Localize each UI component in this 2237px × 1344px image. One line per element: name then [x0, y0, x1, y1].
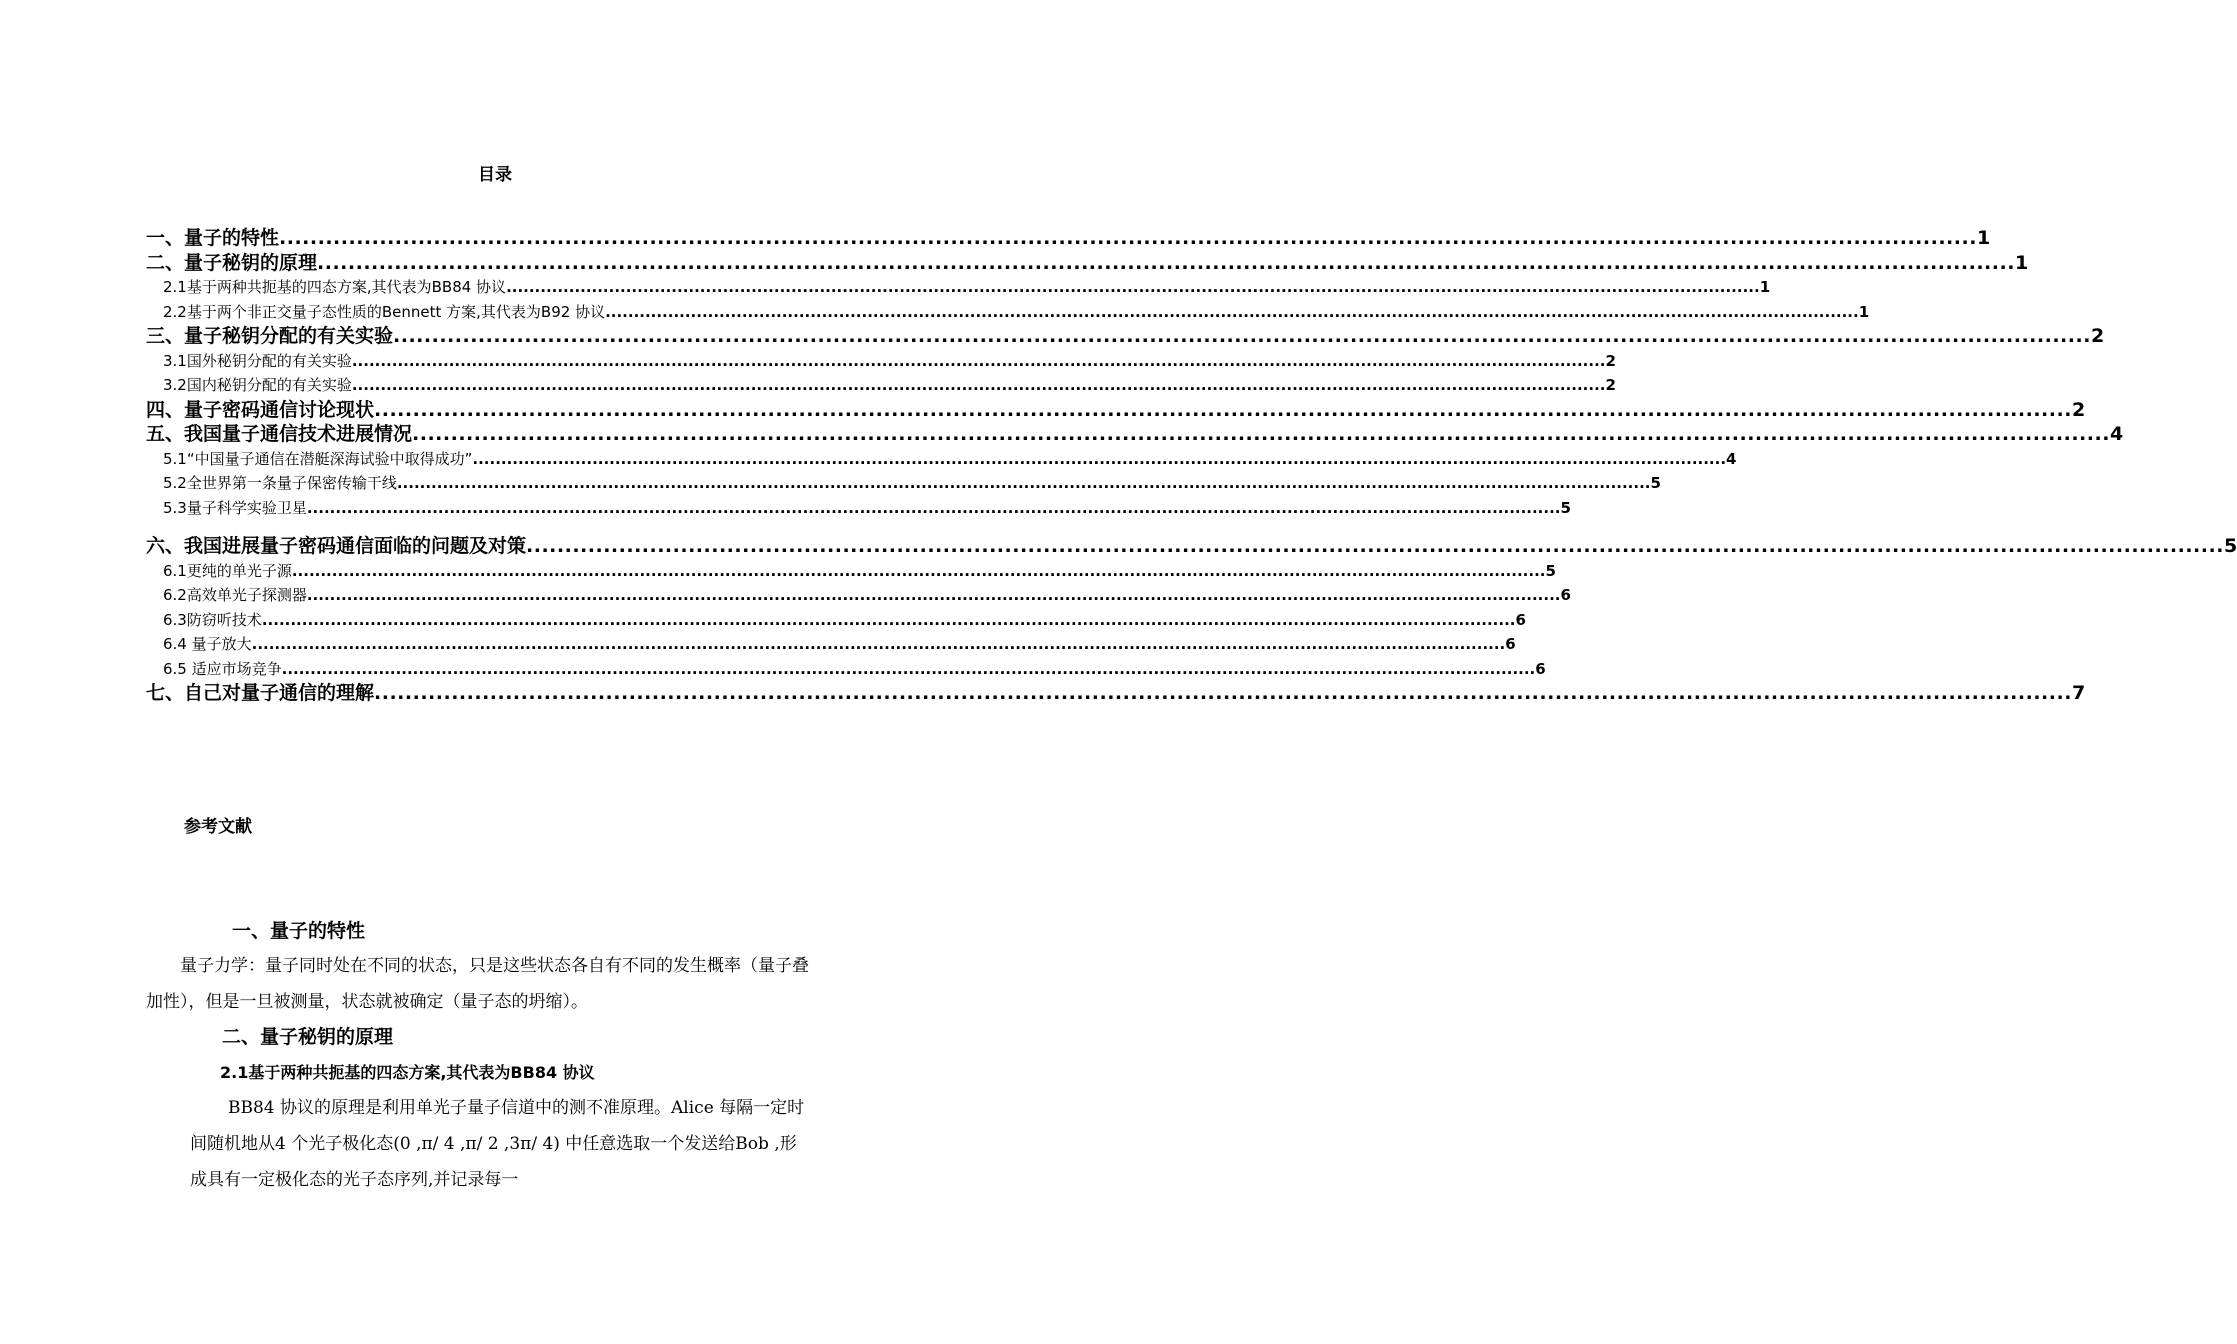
toc-dot-leader: ............................................................................................................................................................................................................................ [472, 449, 1727, 468]
toc-entry-title: 5.3量子科学实验卫星 [163, 498, 307, 517]
toc-dot-leader: ............................................................................................................................................................................................................................ [351, 351, 1606, 370]
toc-page-number: 2 [2090, 325, 2105, 347]
toc-entry-title: 二、量子秘钥的原理 [146, 251, 318, 274]
toc-entry-title: 6.5 适应市场竞争 [163, 659, 282, 678]
toc-page-number: 5 [1560, 498, 1571, 517]
toc-entry-title: 一、量子的特性 [146, 227, 280, 249]
toc-page-number: 4 [2109, 423, 2124, 445]
toc-dot-leader: ............................................................................................................................................................................................................................ [396, 474, 1651, 492]
toc-entry[interactable] [146, 534, 2237, 559]
toc-entry[interactable] [146, 349, 1616, 374]
toc-dot-leader: ............................................................................................................................................................................................................................ [261, 610, 1516, 629]
toc-dot-leader: ............................................................................................................................................................................................................................ [526, 535, 2224, 557]
toc-entry-title: 2.2基于两个非正交量子态性质的Bennett 方案,其代表为B92 协议 [163, 302, 606, 321]
toc-entry-title: 5.1“中国量子通信在潜艇深海试验中取得成功” [163, 449, 473, 468]
references-heading: 参考文献 [184, 817, 252, 837]
toc-dot-leader: ............................................................................................................................................................................................................................ [374, 398, 2072, 421]
toc-entry[interactable] [146, 275, 1771, 300]
toc-dot-leader: ............................................................................................................................................................................................................................ [393, 325, 2091, 347]
toc-page-number: 4 [1726, 449, 1737, 468]
toc-entry[interactable] [146, 422, 2124, 447]
toc-page-number: 2 [1605, 351, 1616, 370]
toc-dot-leader: ............................................................................................................................................................................................................................ [412, 423, 2110, 445]
toc-entry[interactable] [146, 398, 2086, 423]
toc-entry-title: 5.2全世界第一条量子保密传输干线 [163, 474, 397, 492]
toc-entry-title: 四、量子密码通信讨论现状 [146, 398, 375, 421]
toc-page-number: 1 [1858, 302, 1870, 321]
toc-page-number: 1 [2014, 251, 2029, 274]
toc-dot-leader: ............................................................................................................................................................................................................................ [281, 659, 1536, 678]
section-2-1-heading: 2.1基于两种共扼基的四态方案,其代表为BB84 协议 [220, 1063, 595, 1082]
section-1-paragraph: 量子力学：量子同时处在不同的状态，只是这些状态各自有不同的发生概率（量子叠加性），但是一旦被测量，状态就被确定（量子态的坍缩）。 [146, 956, 809, 1012]
toc-entry[interactable] [146, 447, 1737, 472]
toc-entry[interactable] [146, 324, 2105, 349]
toc-entry[interactable] [146, 608, 1526, 633]
toc-entry[interactable] [146, 496, 1571, 521]
toc-dot-leader: ............................................................................................................................................................................................................................ [291, 561, 1546, 580]
toc-page-number: 5 [1650, 474, 1661, 492]
toc-entry-title: 六、我国进展量子密码通信面临的问题及对策 [146, 535, 527, 557]
toc-entry-title: 6.2高效单光子探测器 [163, 586, 307, 604]
toc-page-number: 2 [2071, 398, 2086, 421]
toc-page-number: 1 [1976, 227, 1991, 249]
table-of-contents [146, 226, 2237, 706]
toc-entry-title: 五、我国量子通信技术进展情况 [146, 423, 413, 445]
toc-page-number: 1 [1759, 278, 1771, 296]
toc-entry-title: 6.3防窃听技术 [163, 610, 262, 629]
toc-entry[interactable] [146, 251, 2029, 276]
toc-page-number: 6 [1505, 635, 1516, 653]
toc-entry[interactable] [146, 226, 1991, 251]
toc-dot-leader: ............................................................................................................................................................................................................................ [374, 682, 2072, 704]
toc-dot-leader: ............................................................................................................................................................................................................................ [306, 498, 1561, 517]
toc-entry[interactable] [146, 559, 1556, 584]
toc-entry-title: 2.1基于两种共扼基的四态方案,其代表为BB84 协议 [163, 278, 507, 296]
toc-entry[interactable] [146, 373, 1616, 398]
toc-dot-leader: ............................................................................................................................................................................................................................ [251, 635, 1506, 653]
toc-page-number: 6 [1560, 586, 1571, 604]
toc-entry[interactable] [146, 300, 1870, 325]
toc-dot-leader: ............................................................................................................................................................................................................................ [506, 278, 1760, 296]
section-2-1-paragraph: BB84 协议的原理是利用单光子量子信道中的测不准原理。Alice 每隔一定时间随机地从4 个光子极化态(0 ,π/ 4 ,π/ 2 ,3π/ 4) 中任意选取一个发送给Bob ,形成具有一定极化态的光子态序列,并记录每一 [190, 1098, 805, 1190]
toc-entry[interactable] [146, 471, 1661, 496]
toc-dot-leader: ............................................................................................................................................................................................................................ [317, 251, 2015, 274]
toc-page-number: 5 [1545, 561, 1556, 580]
toc-entry[interactable] [146, 583, 1571, 608]
toc-entry[interactable] [146, 632, 1516, 657]
toc-entry-title: 6.1更纯的单光子源 [163, 561, 292, 580]
toc-entry-title: 6.4 量子放大 [163, 635, 252, 653]
toc-page-number: 6 [1535, 659, 1546, 678]
page-title: 目录 [478, 165, 512, 185]
toc-dot-leader: ............................................................................................................................................................................................................................ [279, 227, 1977, 249]
toc-dot-leader: ............................................................................................................................................................................................................................ [351, 376, 1606, 394]
section-2-heading: 二、量子秘钥的原理 [222, 1026, 394, 1048]
toc-entry-title: 3.1国外秘钥分配的有关实验 [163, 351, 352, 370]
toc-page-number: 7 [2071, 682, 2086, 704]
toc-entry-title: 3.2国内秘钥分配的有关实验 [163, 376, 352, 394]
toc-entry[interactable] [146, 681, 2086, 706]
toc-entry-title: 三、量子秘钥分配的有关实验 [146, 325, 394, 347]
toc-dot-leader: ............................................................................................................................................................................................................................ [306, 586, 1561, 604]
toc-page-number: 6 [1515, 610, 1526, 629]
toc-page-number: 2 [1605, 376, 1616, 394]
toc-page-number: 5 [2223, 535, 2237, 557]
toc-spacer [146, 520, 806, 534]
toc-entry[interactable] [146, 657, 1546, 682]
section-1-heading: 一、量子的特性 [232, 920, 366, 942]
toc-dot-leader: ............................................................................................................................................................................................................................ [605, 302, 1859, 321]
toc-entry-title: 七、自己对量子通信的理解 [146, 682, 375, 704]
